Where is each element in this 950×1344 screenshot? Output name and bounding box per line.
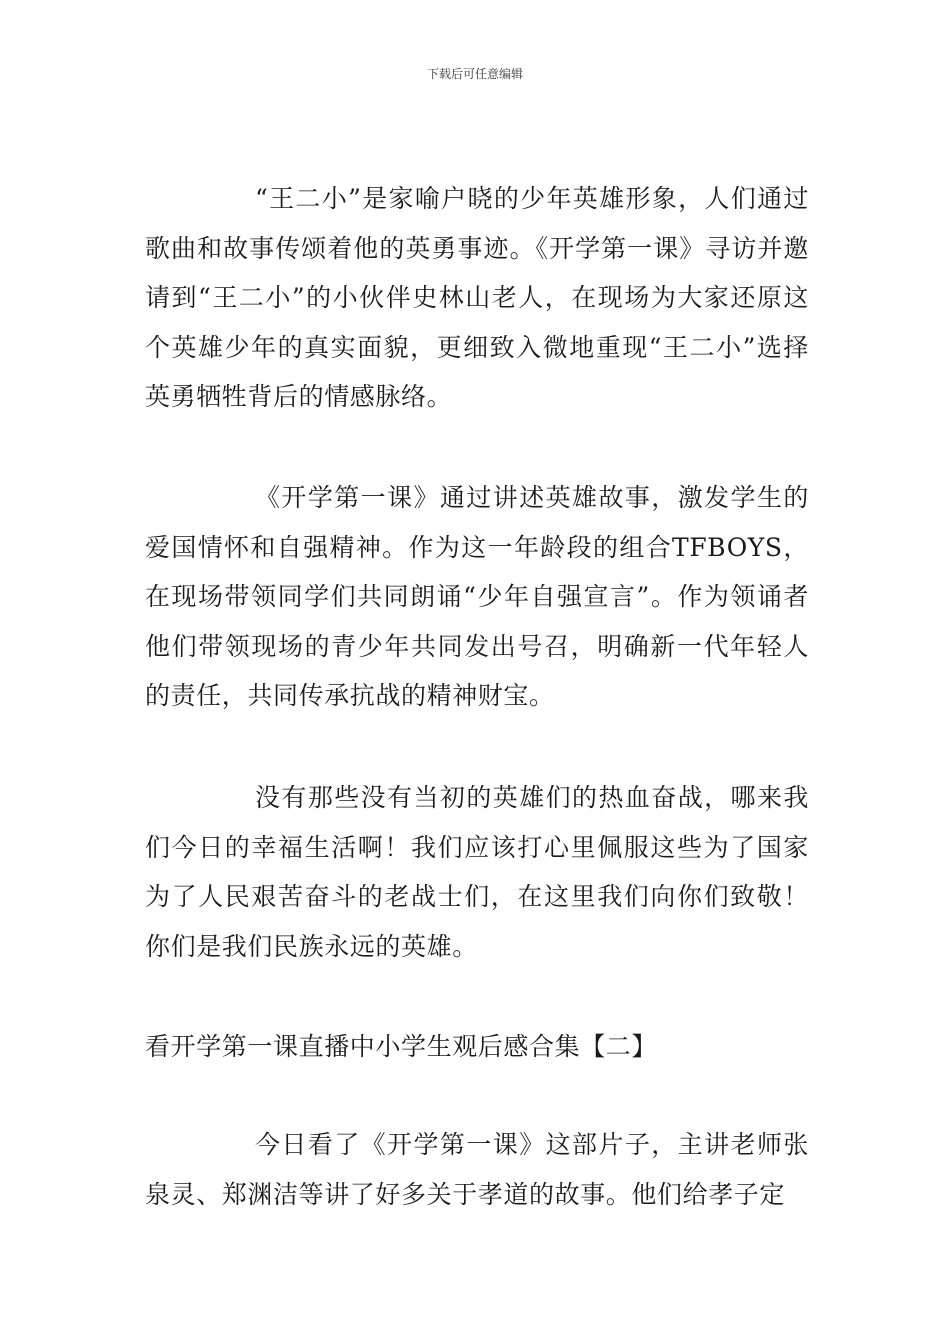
paragraph-text: 今日看了《开学第一课》这部片子，主讲老师张泉灵、郑渊洁等讲了好多关于孝道的故事。他们给孝子定 <box>145 1130 809 1209</box>
paragraph-heroes-tribute <box>145 773 809 971</box>
section-heading-block <box>145 1022 809 1072</box>
page-header-note: 下载后可任意编辑 <box>426 67 523 81</box>
paragraph-first-lesson <box>145 473 809 721</box>
paragraph-text: 没有那些没有当初的英雄们的热血奋战，哪来我们今日的幸福生活啊！我们应该打心里佩服这些为了国家为了人民艰苦奋斗的老战士们，在这里我们向你们致敬！你们是我们民族永远的英雄。 <box>145 783 809 961</box>
paragraph-wang-erxiao <box>145 174 809 422</box>
paragraph-filial-piety <box>145 1120 809 1219</box>
paragraph-text: 《开学第一课》通过讲述英雄故事，激发学生的爱国情怀和自强精神。作为这一年龄段的组合TFBOYS，在现场带领同学们共同朗诵“少年自强宣言”。作为领诵者他们带领现场的青少年共同发出号召，明确新一代年轻人的责任，共同传承抗战的精神财宝。 <box>145 483 809 710</box>
section-heading: 看开学第一课直播中小学生观后感合集【二】 <box>145 1032 658 1061</box>
paragraph-text: “王二小”是家喻户晓的少年英雄形象，人们通过歌曲和故事传颂着他的英勇事迹。《开学第一课》寻访并邀请到“王二小”的小伙伴史林山老人，在现场为大家还原这个英雄少年的真实面貌，更细致入微地重现“王二小”选择英勇牺牲背后的情感脉络。 <box>145 184 809 411</box>
